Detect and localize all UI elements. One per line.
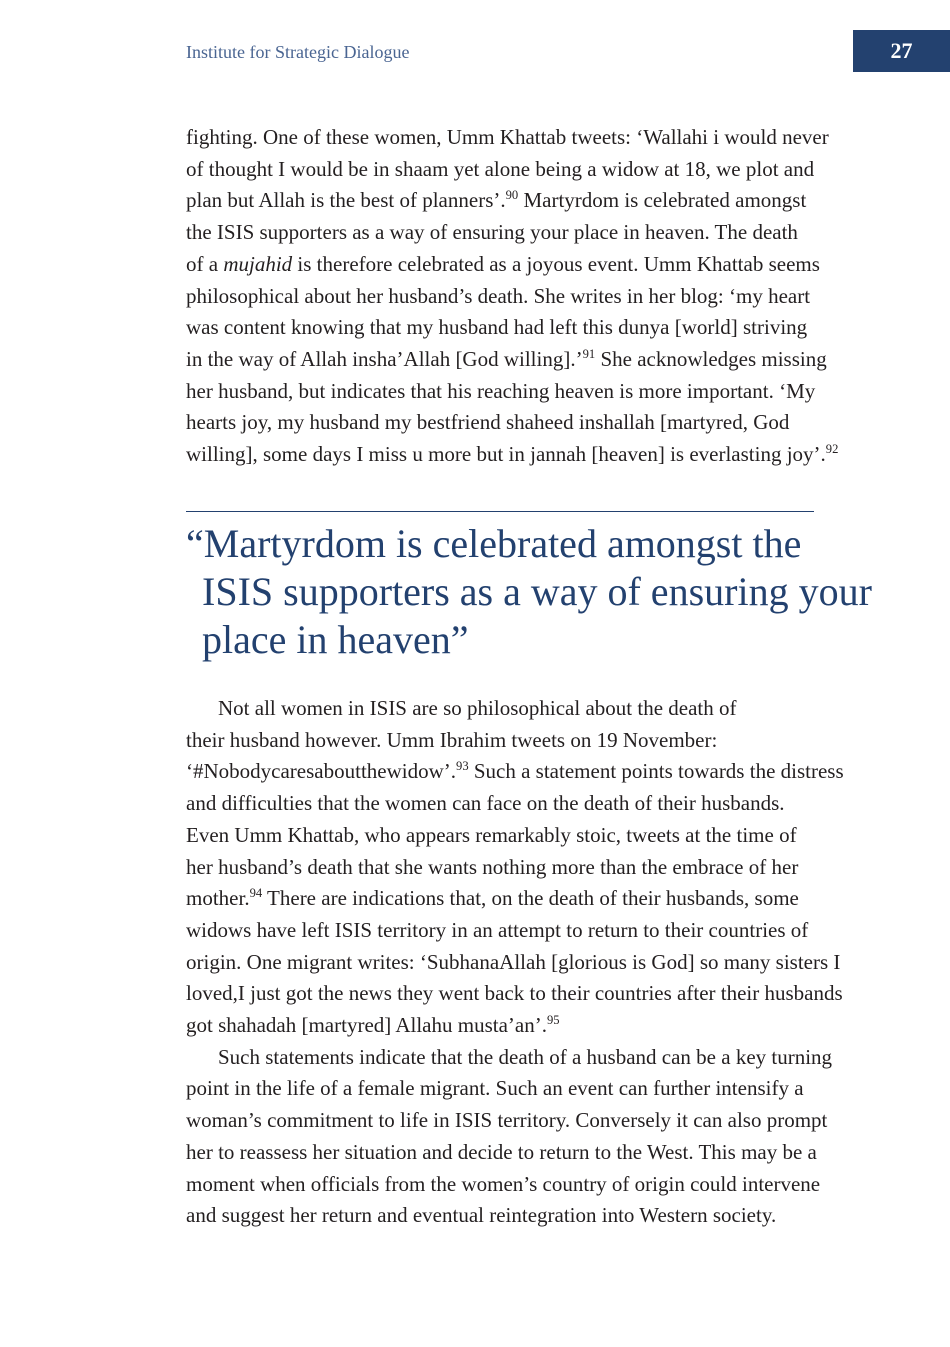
italic-term: mujahid <box>223 251 293 276</box>
footnote-ref-95: 95 <box>546 1013 560 1028</box>
text-line: her to reassess her situation and decide to return to the West. This may be a <box>186 1139 817 1164</box>
text-line: loved,I just got the news they went back to their countries after their husbands <box>186 981 843 1006</box>
footnote-ref-90: 90 <box>505 188 519 203</box>
text-run: of a <box>186 251 224 276</box>
paragraphs-2-3 <box>186 693 844 1232</box>
text-line: moment when officials from the women’s country of origin could intervene <box>186 1171 821 1196</box>
text-line: the ISIS supporters as a way of ensuring your place in heaven. The death <box>186 220 798 245</box>
text-line <box>186 344 827 376</box>
text-line <box>186 185 816 217</box>
text-line: origin. One migrant writes: ‘SubhanaAllah [glorious is God] so many sisters I <box>186 949 841 974</box>
text-line <box>186 756 844 788</box>
text-line <box>186 249 820 281</box>
text-run: got shahadah [martyred] Allahu musta’an’. <box>186 1013 547 1038</box>
pull-quote-line: ISIS supporters as a way of ensuring your <box>202 569 872 614</box>
text-line: widows have left ISIS territory in an attempt to return to their countries of <box>186 917 809 942</box>
text-run: ‘#Nobodycaresaboutthewidow’. <box>186 759 457 784</box>
text-run: plan but Allah is the best of planners’. <box>186 188 506 213</box>
running-header: Institute for Strategic Dialogue <box>186 42 410 62</box>
text-run: in the way of Allah insha’Allah [God willing].’ <box>186 346 583 371</box>
text-line: was content knowing that my husband had left this dunya [world] striving <box>186 315 808 340</box>
footnote-ref-91: 91 <box>582 346 596 361</box>
text-line: Even Umm Khattab, who appears remarkably stoic, tweets at the time of <box>186 822 797 847</box>
page-number: 27 <box>890 38 913 63</box>
text-line <box>186 439 839 471</box>
text-run: There are indications that, on the death of their husbands, some <box>262 886 799 911</box>
paragraph-1 <box>186 122 839 471</box>
text-line: philosophical about her husband’s death. She writes in her blog: ‘my heart <box>186 283 811 308</box>
text-line: and suggest her return and eventual reintegration into Western society. <box>186 1203 777 1228</box>
footnote-ref-93: 93 <box>456 759 469 774</box>
text-line: woman’s commitment to life in ISIS territory. Conversely it can also prompt <box>186 1108 828 1133</box>
text-run: Such a statement points towards the distress <box>468 759 844 784</box>
text-line: their husband however. Umm Ibrahim tweets on 19 November: <box>186 727 718 752</box>
text-line <box>186 1010 816 1042</box>
text-line: hearts joy, my husband my bestfriend shaheed inshallah [martyred, God <box>186 410 790 435</box>
footnote-ref-94: 94 <box>249 886 263 901</box>
text-run: Martyrdom is celebrated amongst <box>518 188 807 213</box>
text-run: willing], some days I miss u more but in jannah [heaven] is everlasting joy’. <box>186 442 826 467</box>
text-run: She acknowledges missing <box>595 346 827 371</box>
text-line: fighting. One of these women, Umm Khattab tweets: ‘Wallahi i would never <box>186 125 829 149</box>
text-run: mother. <box>186 886 250 911</box>
pull-quote-line: place in heaven” <box>202 617 469 662</box>
page-number-tab <box>853 30 950 72</box>
text-line <box>186 883 816 915</box>
pull-quote-line: “Martyrdom is celebrated amongst the <box>186 521 802 566</box>
text-line: and difficulties that the women can face on the death of their husbands. <box>186 791 785 816</box>
pull-quote-rule <box>186 511 814 512</box>
footnote-ref-92: 92 <box>825 442 839 457</box>
text-run: is therefore celebrated as a joyous event. Umm Khattab seems <box>292 251 820 276</box>
text-line: her husband’s death that she wants nothing more than the embrace of her <box>186 854 799 879</box>
text-line: her husband, but indicates that his reaching heaven is more important. ‘My <box>186 378 816 403</box>
text-line: point in the life of a female migrant. Such an event can further intensify a <box>186 1076 804 1101</box>
text-line: of thought I would be in shaam yet alone being a widow at 18, we plot and <box>186 156 815 181</box>
text-line: Such statements indicate that the death of a husband can be a key turning <box>218 1044 833 1069</box>
text-line: Not all women in ISIS are so philosophical about the death of <box>218 696 737 720</box>
pull-quote <box>186 520 872 664</box>
